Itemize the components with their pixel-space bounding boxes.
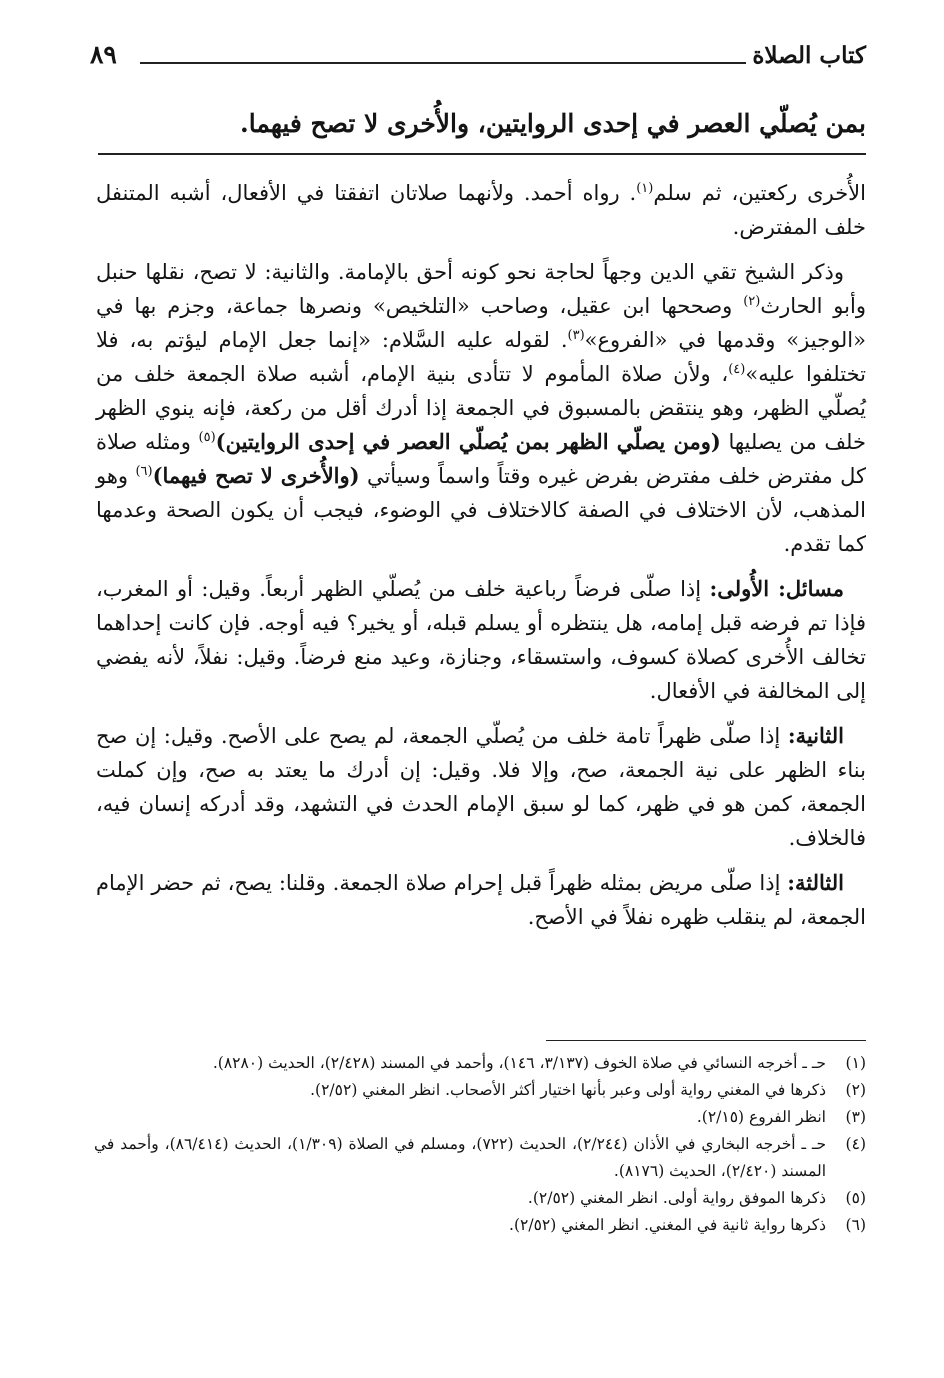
footnote-item: (٣) انظر الفروع (٢/١٥).	[696, 1108, 866, 1126]
section-lead-1: مسائل: الأُولى:	[709, 576, 844, 601]
paragraph-5: الثالثة: إذا صلّى مريض بمثله ظهراً قبل إحرام صلاة الجمعة. وقلنا: يصح، ثم حضر الإمام الجمعة، لم ينقلب ظهره نفلاً في الأصح.	[96, 870, 866, 929]
footnote-item: (٤) حـ ـ أخرجه البخاري في الأذان (٢/٢٤٤)، الحديث (٧٢٢)، ومسلم في الصلاة (١/٣٠٩)، الحديث (٨٦/٤١٤)، وأحمد في المسند (٢/٤٢٠)، الحديث (٨١٧٦).	[94, 1135, 866, 1180]
paragraph-2: وذكر الشيخ تقي الدين وجهاً لحاجة نحو كونه أحق بالإمامة. والثانية: لا تصح، نقلها حنبل وأبو الحارث$^{(٢)}$ وصححها ابن عقيل، وصاحب «التلخيص» ونصرها جماعة، وجزم بها في «الوجيز» وقدمها في «الفروع»$^{(٣)}$. لقوله عليه السَّلام: «إنما جعل الإمام ليؤتم به، فلا تختلفوا عليه»$^{(٤)}$، ولأن صلاة المأموم لا تتأدى بنية الإمام، أشبه صلاة الجمعة خلف من يُصلّي الظهر، وهو ينتقض بالمسبوق في الجمعة إذا أدرك أقل من ركعة، فإنه ينوي الظهر خلف من يصليها (ومن يصلّي الظهر بمن يُصلّي العصر في إحدى الروايتين)$^{(٥)}$ ومثله صلاة كل مفترض خلف مفترض بفرض غيره وقتاً واسماً وسيأتي (والأُخرى لا تصح فيهما)$^{(٦)}$ وهو المذهب، لأن الاختلاف في الصفة كالاختلاف في الوضوء، فيجب أن يكون الصحة وعدمها كما تقدم.	[96, 260, 866, 556]
footnote-item: (٢) ذكرها في المغني رواية أولى وعبر بأنها اختيار أكثر الأصحاب. انظر المغني (٢/٥٢).	[310, 1081, 866, 1099]
footnote-ref-4[interactable]: (٤)	[728, 362, 746, 377]
paragraph-3: مسائل: الأُولى: إذا صلّى فرضاً رباعية خلف من يُصلّي الظهر أربعاً. وقيل: أو المغرب، فإذا تم فرضه قبل إمامه، هل ينتظره أو يسلم قبله، أو يخير؟ فيه أوجه. فإن كانت إحداهما تخالف الأُخرى كصلاة كسوف، واستسقاء، وجنازة، وعيد منع فرضاً. وقيل: نفلاً، لأنه يفضي إلى المخالفة في الأفعال.	[96, 576, 866, 703]
commentary-body	[96, 176, 866, 945]
footnote-ref-3[interactable]: (٣)	[567, 328, 585, 343]
footnote-ref-5[interactable]: (٥)	[198, 430, 216, 445]
paragraph-1: الأُخرى ركعتين، ثم سلم$^{(١)}$. رواه أحمد. ولأنهما صلاتان اتفقتا في الأفعال، أشبه المتنفل خلف المفترض.	[96, 181, 866, 239]
footnote-ref-1[interactable]: (١)	[636, 181, 654, 196]
footnote-ref-2[interactable]: (٢)	[743, 294, 761, 309]
matn-text: بمن يُصلّي العصر في إحدى الروايتين، والأُخرى لا تصح فيهما.	[240, 109, 866, 138]
page-header	[90, 40, 866, 80]
matn-divider	[98, 153, 866, 155]
header-rule	[140, 62, 746, 64]
paragraph-4: الثانية: إذا صلّى ظهراً تامة خلف من يُصلّي الجمعة، لم يصح على الأصح. وقيل: إن صح بناء الظهر على نية الجمعة، صح، وإلا فلا. وقيل: إن أدرك ما يعتد به صح، وإن كملت الجمعة، كمن هو في ظهر، كما لو سبق الإمام الحدث في التشهد، وقد أدركه إنسان فيه، فالخلاف.	[96, 723, 866, 850]
quoted-matn-1: (ومن يصلّي الظهر بمن يُصلّي العصر في إحدى الروايتين)	[215, 429, 721, 454]
quoted-matn-2: (والأُخرى لا تصح فيهما)	[152, 463, 360, 488]
running-title: كتاب الصلاة	[752, 42, 866, 69]
footnote-item: (٦) ذكرها رواية ثانية في المغني. انظر المغني (٢/٥٢).	[509, 1216, 866, 1234]
footnotes	[94, 1050, 866, 1239]
footnote-item: (٥) ذكرها الموفق رواية أولى. انظر المغني (٢/٥٢).	[527, 1189, 866, 1207]
page-number: ٨٩	[90, 40, 117, 69]
footnote-divider	[546, 1040, 866, 1041]
footnote-item: (١) حـ ـ أخرجه النسائي في صلاة الخوف (٣/١٣٧، ١٤٦)، وأحمد في المسند (٢/٤٢٨)، الحديث (٨٢٨٠).	[212, 1054, 866, 1072]
section-lead-3: الثالثة:	[787, 870, 844, 895]
section-lead-2: الثانية:	[787, 723, 844, 748]
footnote-ref-6[interactable]: (٦)	[135, 464, 153, 479]
